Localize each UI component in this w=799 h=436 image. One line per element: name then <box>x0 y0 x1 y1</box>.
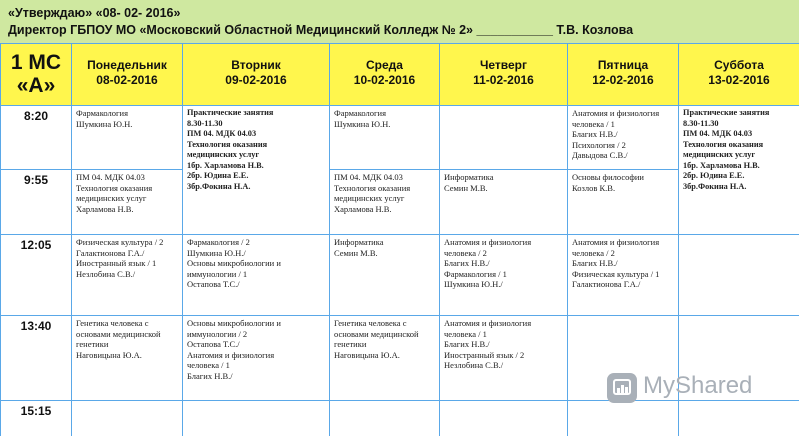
lesson-line: Генетика человека с <box>334 318 407 328</box>
lesson-line: иммунологии / 2 <box>187 328 248 339</box>
group-cell <box>1 44 72 106</box>
time-cell: 9:55 <box>1 170 72 235</box>
lesson-cell <box>72 316 183 401</box>
lesson-line: ПМ 04. МДК 04.03 <box>187 129 257 138</box>
lesson-line: Остапова Т.С./ <box>187 339 240 349</box>
director-line: Директор ГБПОУ МО «Московский Областной Медицинский Колледж № 2» ___________ Т.В. Козлова <box>8 23 634 37</box>
lesson-row <box>1 106 799 170</box>
lesson-line: Фармакология <box>334 108 386 118</box>
lesson-line: Шумкина Ю.Н. <box>334 118 391 129</box>
lesson-line: Наговицына Ю.А. <box>76 349 142 360</box>
lesson-line: человека / 1 <box>572 118 615 129</box>
lesson-line: медицинских услуг <box>683 150 756 159</box>
time-cell: 15:15 <box>1 401 72 436</box>
watermark-text: MyShared <box>643 372 753 399</box>
lesson-line: Анатомия и физиология <box>444 318 532 328</box>
lesson-cell <box>72 170 183 235</box>
day-header-wednesday <box>330 44 440 106</box>
lesson-line: Технология оказания <box>187 139 268 149</box>
day-name: Понедельник <box>87 58 167 72</box>
lesson-line: 1бр. Харламова Н.В. <box>683 160 760 170</box>
lesson-line: Шумкина Ю.Н./ <box>187 247 246 258</box>
lesson-line: Основы философии <box>572 172 644 182</box>
lesson-cell <box>679 106 799 235</box>
lesson-cell <box>440 170 568 235</box>
lesson-line: Незлобина С.В./ <box>76 268 136 279</box>
lesson-line: Информатика <box>444 172 494 182</box>
presentation-icon <box>607 373 637 403</box>
lesson-line: Благих Н.В./ <box>572 258 618 268</box>
lesson-cell <box>330 401 440 436</box>
lesson-line: человека / 1 <box>187 360 230 370</box>
day-name: Суббота <box>714 58 764 72</box>
lesson-line: Практические занятия <box>187 108 274 117</box>
lesson-cell <box>440 106 568 170</box>
day-name: Пятница <box>597 58 649 72</box>
lesson-cell <box>568 106 679 170</box>
lesson-line: медицинских услуг <box>187 150 260 159</box>
lesson-cell <box>183 235 330 316</box>
lesson-line: ПМ 04. МДК 04.03 <box>683 129 753 138</box>
lesson-line: медицинских услуг <box>76 193 147 203</box>
lesson-cell <box>183 106 330 235</box>
day-header-monday <box>72 44 183 106</box>
lesson-line: Шумкина Ю.Н./ <box>444 279 503 289</box>
lesson-line: Козлов К.В. <box>572 182 616 193</box>
lesson-line: иммунологии / 1 <box>187 268 248 279</box>
lesson-line: Иностранный язык / 1 <box>76 258 157 268</box>
lesson-cell <box>72 106 183 170</box>
watermark <box>607 370 777 410</box>
lesson-line: Информатика <box>334 237 384 247</box>
lesson-row <box>1 235 799 316</box>
header-band <box>0 0 799 43</box>
lesson-line: 8.30-11.30 <box>187 118 223 128</box>
lesson-line: Харламова Н.В. <box>334 203 392 214</box>
lesson-line: Шумкина Ю.Н. <box>76 118 133 129</box>
lesson-line: Технология оказания <box>334 182 411 193</box>
lesson-cell <box>330 316 440 401</box>
time-cell: 13:40 <box>1 316 72 401</box>
day-name: Вторник <box>231 58 281 72</box>
lesson-cell <box>568 170 679 235</box>
day-date: 10-02-2016 <box>353 73 416 87</box>
day-date: 08-02-2016 <box>96 73 158 87</box>
day-name: Четверг <box>479 58 528 72</box>
time-cell: 8:20 <box>1 106 72 170</box>
lesson-cell <box>440 316 568 401</box>
lesson-line: Семин М.В. <box>444 182 488 193</box>
lesson-line: 3бр.Фокина Н.А. <box>683 181 747 191</box>
day-date: 11-02-2016 <box>473 73 534 87</box>
lesson-line: Фармакология / 1 <box>444 268 507 279</box>
lesson-line: Основы микробиологии и <box>187 258 281 268</box>
time-cell: 12:05 <box>1 235 72 316</box>
lesson-line: Анатомия и физиология <box>187 349 275 360</box>
day-date: 13-02-2016 <box>708 73 770 87</box>
lesson-line: Остапова Т.С./ <box>187 279 240 289</box>
lesson-line: Технология оказания <box>76 182 153 193</box>
lesson-line: 8.30-11.30 <box>683 118 719 128</box>
lesson-line: Фармакология <box>76 108 128 118</box>
lesson-line: основами медицинской <box>334 328 419 339</box>
lesson-line: Иностранный язык / 2 <box>444 349 525 360</box>
lesson-line: Благих Н.В./ <box>572 129 618 139</box>
day-header-saturday <box>679 44 799 106</box>
lesson-line: Благих Н.В./ <box>187 370 233 381</box>
lesson-line: Практические занятия <box>683 108 770 117</box>
lesson-line: Основы микробиологии и <box>187 318 281 328</box>
lesson-line: Благих Н.В./ <box>444 339 490 349</box>
lesson-line: Галактионова Г.А./ <box>572 279 641 289</box>
lesson-line: 1бр. Харламова Н.В. <box>187 160 264 170</box>
lesson-line: генетики <box>334 339 367 349</box>
lesson-line: генетики <box>76 339 109 349</box>
lesson-line: Генетика человека с <box>76 318 149 328</box>
lesson-cell <box>330 235 440 316</box>
lesson-line: Физическая культура / 1 <box>572 268 660 279</box>
lesson-line: Технология оказания <box>683 139 764 149</box>
group-sub: «А» <box>16 74 56 97</box>
lesson-line: Физическая культура / 2 <box>76 237 164 247</box>
lesson-cell <box>440 401 568 436</box>
lesson-cell <box>183 401 330 436</box>
day-header-friday <box>568 44 679 106</box>
lesson-line: Фармакология / 2 <box>187 237 250 247</box>
lesson-line: Анатомия и физиология <box>572 108 660 118</box>
lesson-cell <box>330 170 440 235</box>
lesson-line: Харламова Н.В. <box>76 203 134 214</box>
lesson-line: ПМ 04. МДК 04.03 <box>334 172 403 182</box>
lesson-line: основами медицинской <box>76 328 161 339</box>
day-date: 09-02-2016 <box>225 73 287 87</box>
lesson-line: Галактионова Г.А./ <box>76 247 145 258</box>
lesson-line: Анатомия и физиология <box>572 237 660 247</box>
lesson-line: 2бр. Юдина Е.Е. <box>683 171 745 180</box>
lesson-line: медицинских услуг <box>334 193 405 203</box>
lesson-line: 3бр.Фокина Н.А. <box>187 181 251 191</box>
lesson-line: Семин М.В. <box>334 247 378 258</box>
lesson-cell <box>330 106 440 170</box>
lesson-line: 2бр. Юдина Е.Е. <box>187 171 249 180</box>
day-date: 12-02-2016 <box>592 73 654 87</box>
lesson-line: Наговицына Ю.А. <box>334 349 400 360</box>
lesson-cell <box>440 235 568 316</box>
lesson-line: Давыдова С.В./ <box>572 150 628 160</box>
lesson-cell <box>72 401 183 436</box>
lesson-line: Анатомия и физиология <box>444 237 532 247</box>
lesson-line: человека / 1 <box>444 328 487 339</box>
approval-line: «Утверждаю» «08- 02- 2016» <box>8 6 181 20</box>
day-header-tuesday <box>183 44 330 106</box>
lesson-line: Психология / 2 <box>572 139 626 150</box>
lesson-cell <box>679 235 799 316</box>
lesson-cell <box>568 235 679 316</box>
day-header-thursday <box>440 44 568 106</box>
group-name: 1 МС <box>10 51 62 74</box>
lesson-line: человека / 2 <box>572 247 615 258</box>
lesson-cell <box>183 316 330 401</box>
lesson-line: Благих Н.В./ <box>444 258 490 268</box>
lesson-line: человека / 2 <box>444 247 487 258</box>
lesson-line: ПМ 04. МДК 04.03 <box>76 172 145 182</box>
lesson-line: Незлобина С.В./ <box>444 360 504 370</box>
day-name: Среда <box>366 58 403 72</box>
day-header-row <box>1 44 799 106</box>
lesson-cell <box>72 235 183 316</box>
